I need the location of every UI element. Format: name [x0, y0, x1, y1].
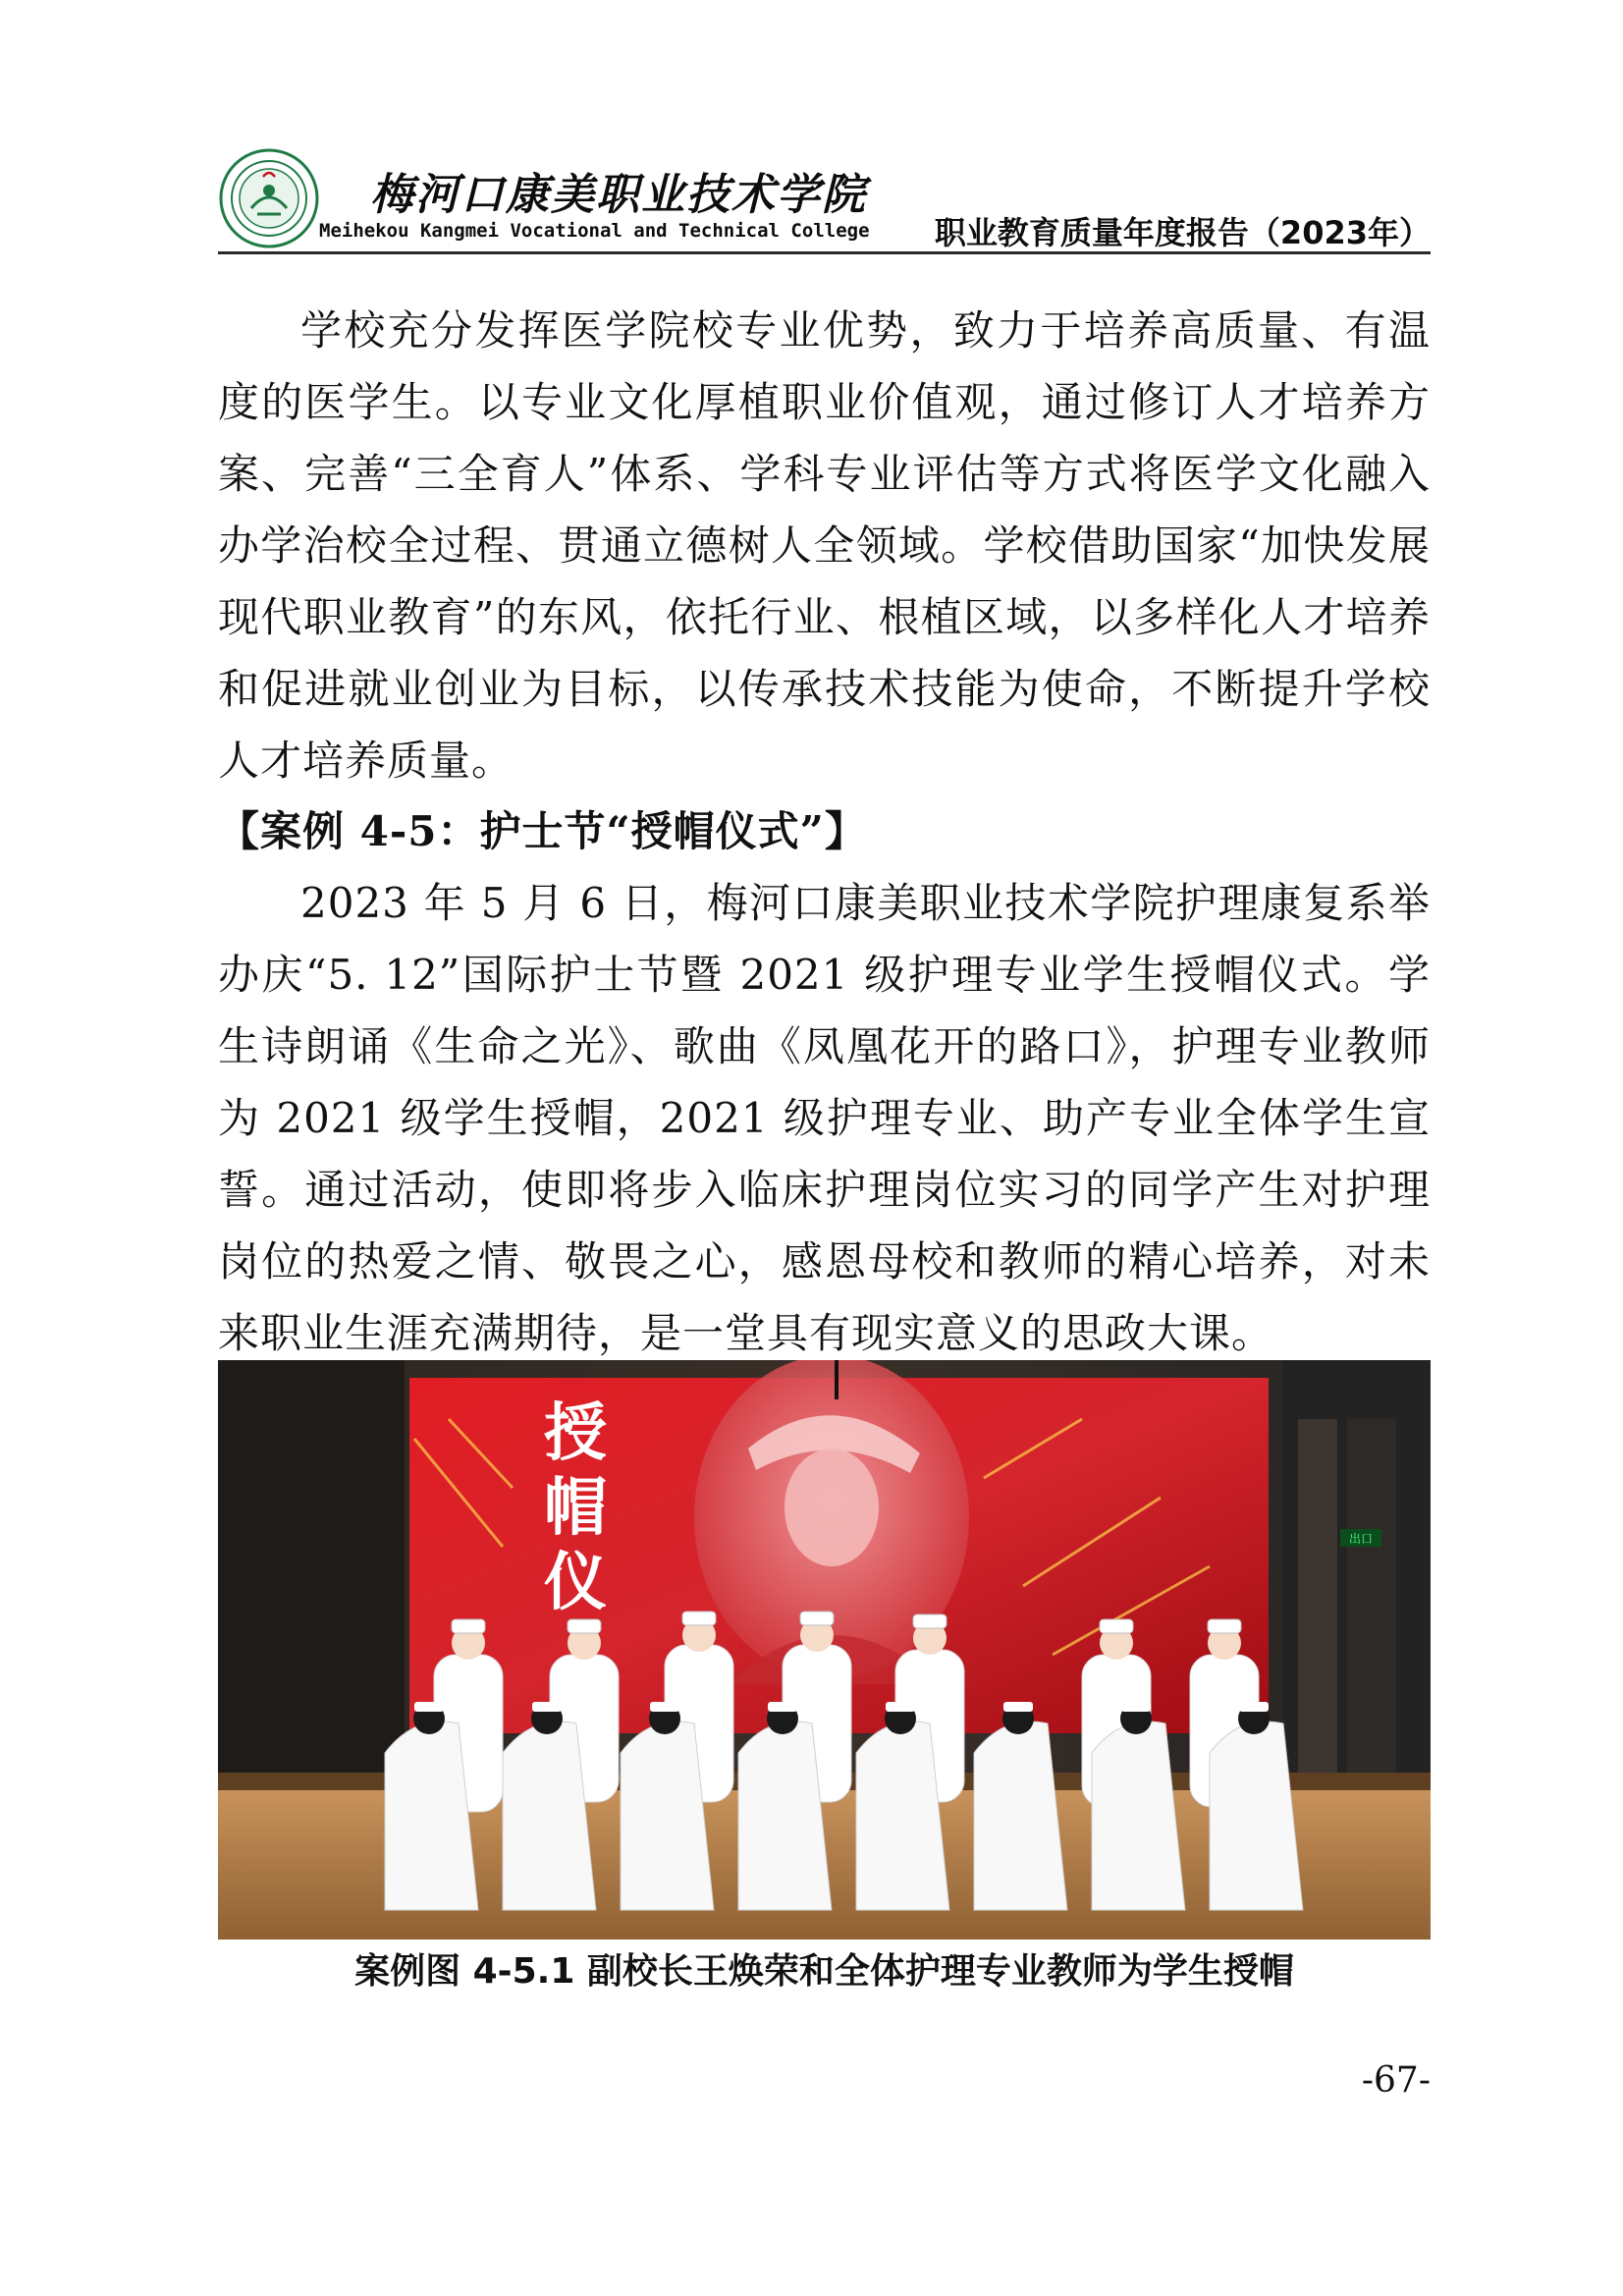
capping-ceremony-photo [218, 1360, 1431, 1940]
screen-character-3: 仪 [544, 1547, 607, 1619]
screen-character-2: 帽 [544, 1472, 607, 1545]
screen-character-1: 授 [544, 1397, 607, 1470]
header-divider [218, 251, 1431, 254]
body-paragraph-1: 学校充分发挥医学院校专业优势，致力于培养高质量、有温度的医学生。以专业文化厚植职业价值观，通过修订人才培养方案、完善“三全育人”体系、学科专业评估等方式将医学文化融入办学治校全过程、贯通立德树人全领域。学校借助国家“加快发展现代职业教育”的东风，依托行业、根植区域，以多样化人才培养和促进就业创业为目标，以传承技术技能为使命，不断提升学校人才培养质量。 [218, 306, 1431, 785]
page-number: -67- [1361, 2060, 1431, 2101]
figure-caption: 案例图 4-5.1 副校长王焕荣和全体护理专业教师为学生授帽 [354, 1951, 1294, 1992]
page-header [218, 137, 1431, 257]
case-heading: 【案例 4-5：护士节“授帽仪式”】 [218, 807, 867, 855]
exit-sign: 出口 [1348, 1532, 1374, 1546]
college-name-english: Meihekou Kangmei Vocational and Technical College [319, 220, 870, 242]
college-logo-icon [218, 147, 320, 249]
report-title: 职业教育质量年度报告（2023年） [934, 214, 1431, 251]
body-paragraph-2: 2023 年 5 月 6 日，梅河口康美职业技术学院护理康复系举办庆“5. 12”国际护士节暨 2021 级护理专业学生授帽仪式。学生诗朗诵《生命之光》、歌曲《凤凰花开的路口》，护理专业教师为 2021 级学生授帽，2021 级护理专业、助产专业全体学生宣誓。通过活动，使即将步入临床护理岗位实习的同学产生对护理岗位的热爱之情、敬畏之心，感恩母校和教师的精心培养，对未来职业生涯充满期待，是一堂具有现实意义的思政大课。 [218, 879, 1431, 1357]
college-name-chinese: 梅河口康美职业技术学院 [370, 170, 867, 220]
